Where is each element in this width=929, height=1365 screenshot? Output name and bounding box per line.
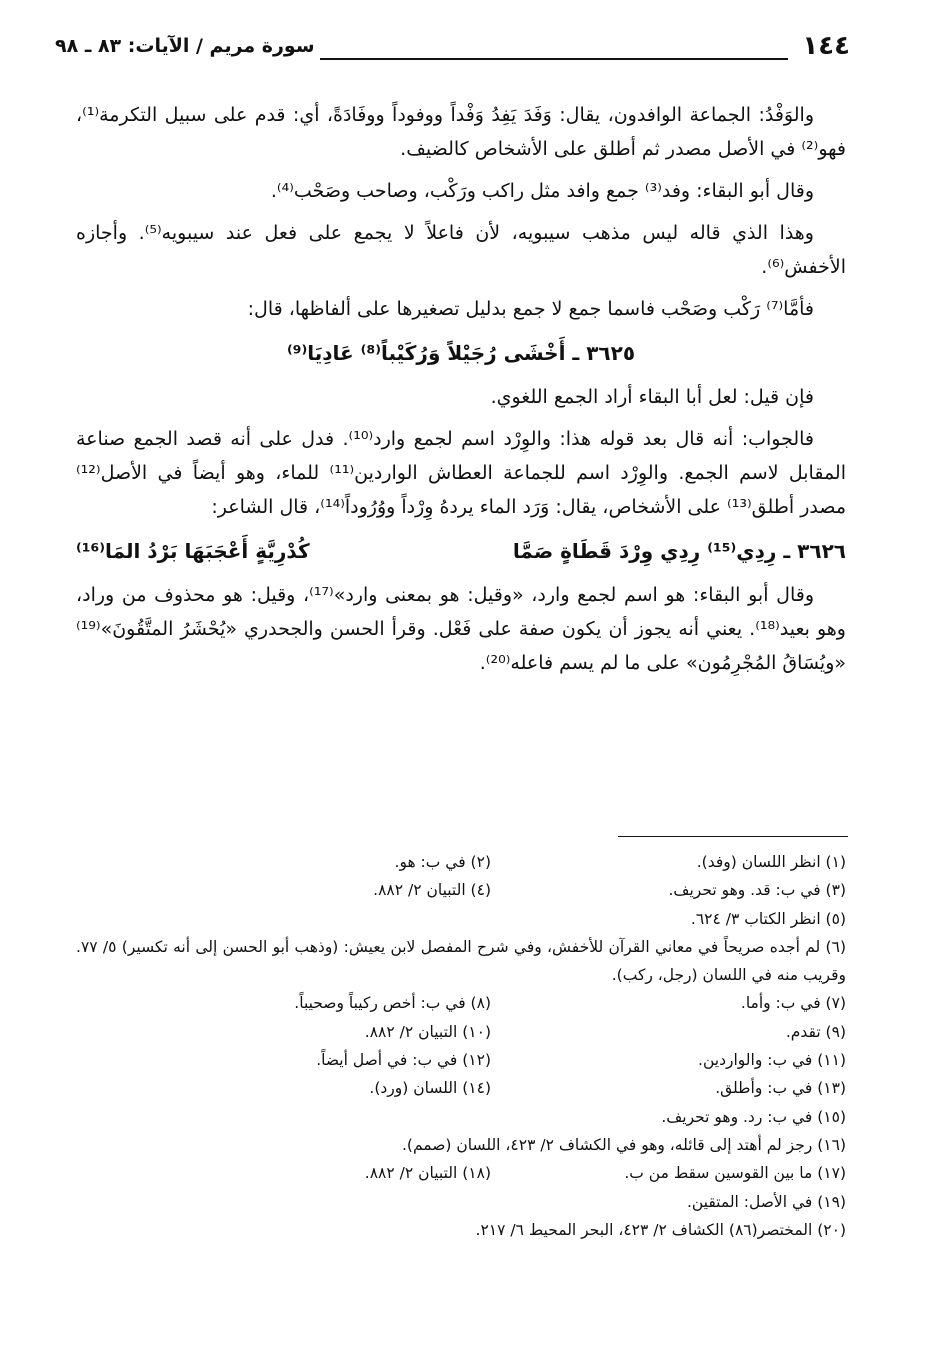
footnote-20: (٢٠) المختصر(٨٦) الكشاف ٢/ ٤٢٣، البحر المحيط ٦/ ٢١٧.: [475, 1220, 846, 1239]
footnote-10: (١٠) التبيان ٢/ ٨٨٢.: [364, 1022, 491, 1041]
footnote-row: [76, 1018, 846, 1046]
running-header: [55, 30, 850, 64]
page-number: ١٤٤: [802, 31, 850, 61]
footnote-row: [76, 1046, 846, 1074]
verse-3625: ٣٦٢٥ ـ أَخْشَى رُجَيْلاً وَرُكَيْباً⁽⁸⁾ عَادِيَا⁽⁹⁾: [286, 341, 636, 365]
paragraph-reading: وقال أبو البقاء: هو اسم لجمع وارد، «وقيل: هو بمعنى وارد»⁽¹⁷⁾، وقيل: هو محذوف من وراد، وهو بعيد⁽¹⁸⁾. يعني أنه يجوز أن يكون صفة على فَعْل. وقرأ الحسن والجحدري «يُحْشَرُ المتَّقُونَ»⁽¹⁹⁾ «ويُسَاقُ المُجْرِمُون» على ما لم يسم فاعله⁽²⁰⁾.: [76, 584, 846, 674]
footnote-1: (١) انظر اللسان (وفد).: [696, 853, 846, 871]
paragraph-sibawayh: وهذا الذي قاله ليس مذهب سيبويه، لأن فاعلاً لا يجمع على فعل عند سيبويه⁽⁵⁾. وأجازه الأخفش⁽⁶⁾.: [76, 222, 846, 278]
footnote-12: (١٢) في ب: في أصل أيضاً.: [316, 1051, 491, 1070]
paragraph-question: فإن قيل: لعل أبا البقاء أراد الجمع اللغوي.: [490, 386, 814, 408]
paragraph-wafd: والوَفْدُ: الجماعة الوافدون، يقال: وَفَدَ يَفِدُ وَفْداً ووفوداً ووفَادَةً، أي: قدم على سبيل التكرمة⁽¹⁾، فهو⁽²⁾ في الأصل مصدر ثم أطلق على الأشخاص كالضيف.: [76, 104, 846, 160]
footnote-11: (١١) في ب: والواردين.: [698, 1051, 846, 1070]
footnote-5: (٥) انظر الكتاب ٣/ ٦٢٤.: [690, 909, 846, 928]
footnote-row: [76, 1074, 846, 1102]
footnote-4: (٤) التبيان ٢/ ٨٨٢.: [373, 881, 491, 900]
header-rule: [320, 58, 788, 60]
footnote-row: [76, 989, 846, 1017]
verse-3626-first-hemistich: ٣٦٢٦ ـ رِدِي⁽¹⁵⁾ رِدِي وِرْدَ قَطَاةٍ صَمَّا: [512, 539, 846, 563]
footnote-row: [76, 876, 846, 904]
footnotes: [76, 848, 846, 1244]
footnote-row: [76, 848, 846, 876]
footnote-row: [76, 1159, 846, 1187]
paragraph-rakb-sahb: فأمَّا⁽⁷⁾ رَكْب وصَحْب فاسما جمع لا جمع بدليل تصغيرها على ألفاظها، قال:: [247, 298, 814, 320]
footnote-15: (١٥) في ب: رد. وهو تحريف.: [661, 1107, 846, 1126]
footnote-2: (٢) في ب: هو.: [394, 853, 491, 871]
footnote-6: (٦) لم أجده صريحاً في معاني القرآن للأخفش، وفي شرح المفصل لابن يعيش: (وذهب أبو الحسن إلى أنه تكسير) ٥/ ٧٧. وقريب منه في اللسان (رجل، ركب).: [76, 937, 846, 985]
verse-3626: [76, 532, 846, 570]
footnote-13: (١٣) في ب: وأطلق.: [715, 1079, 846, 1098]
paragraph-answer: فالجواب: أنه قال بعد قوله هذا: والوِرْد اسم لجمع وارد⁽¹⁰⁾. فدل على أنه قصد الجمع صناعة المقابل لاسم الجمع. والوِرْد اسم للجماعة العطاش الواردين⁽¹¹⁾ للماء، وهو أيضاً في الأصل⁽¹²⁾ مصدر أطلق⁽¹³⁾ على الأشخاص، يقال: وَرَد الماء يردهُ وِرْداً ووُرُوداً⁽¹⁴⁾، قال الشاعر:: [76, 428, 846, 518]
footnote-17: (١٧) ما بين القوسين سقط من ب.: [624, 1164, 846, 1183]
footnote-3: (٣) في ب: قد. وهو تحريف.: [668, 881, 846, 900]
verse-3626-second-hemistich: كُدْرِيَّةٍ أَعْجَبَهَا بَرْدُ المَا⁽¹⁶⁾: [76, 539, 310, 563]
footnote-19: (١٩) في الأصل: المتقين.: [686, 1192, 846, 1211]
footnote-7: (٧) في ب: وأما.: [740, 994, 846, 1013]
paragraph-abu-albaqa: وقال أبو البقاء: وفد⁽³⁾ جمع وافد مثل راكب ورَكْب، وصاحب وصَحْب⁽⁴⁾.: [270, 180, 814, 202]
footnote-14: (١٤) اللسان (ورد).: [369, 1079, 491, 1098]
footnote-separator: [618, 836, 848, 837]
main-text: [76, 98, 846, 688]
header-title: سورة مريم / الآيات: ٨٣ ـ ٩٨: [55, 35, 315, 57]
footnote-8: (٨) في ب: أخص ركيباً وصحيباً.: [294, 994, 491, 1013]
footnote-9: (٩) تقدم.: [785, 1022, 846, 1041]
footnote-18: (١٨) التبيان ٢/ ٨٨٢.: [364, 1164, 491, 1183]
footnote-16: (١٦) رجز لم أهتد إلى قائله، وهو في الكشاف ٢/ ٤٢٣، اللسان (صمم).: [402, 1135, 846, 1154]
